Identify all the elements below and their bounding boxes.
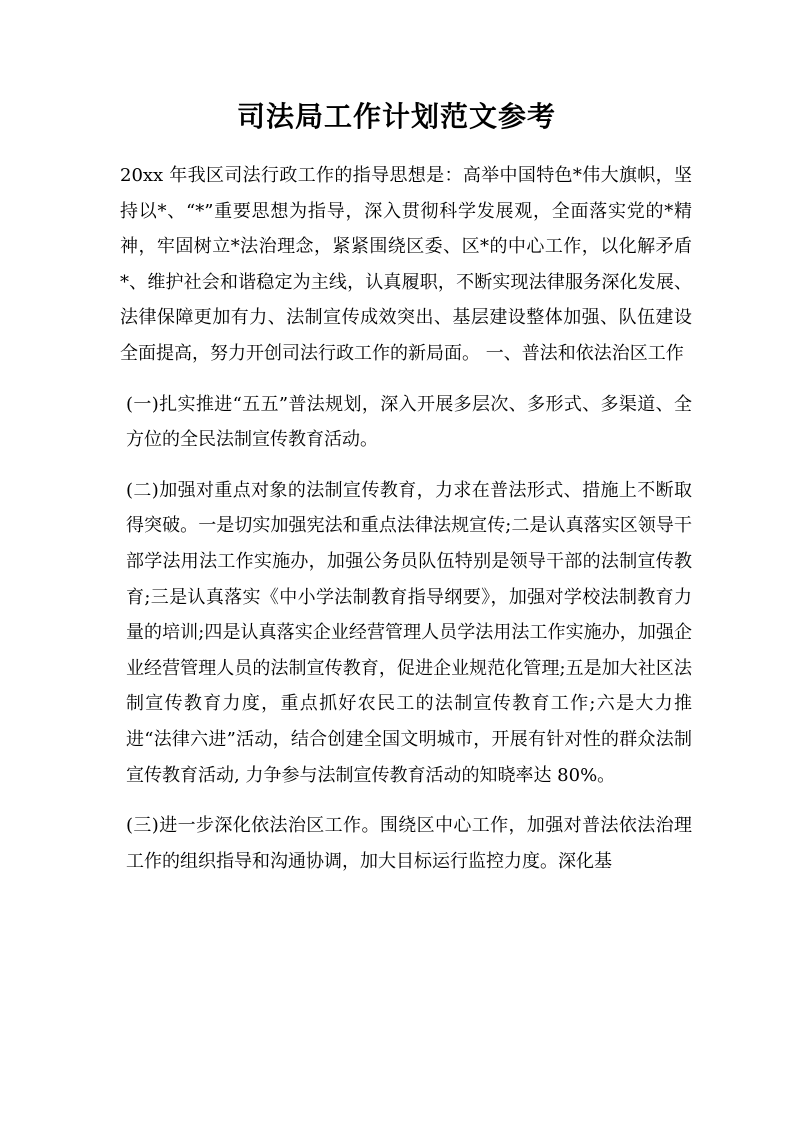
document-title: 司法局工作计划范文参考: [236, 100, 556, 133]
document-body: [120, 158, 692, 879]
paragraph-item-1: (一)扎实推进“五五”普法规划，深入开展多层次、多形式、多渠道、全方位的全民法制宣传教育活动。: [126, 393, 692, 451]
paragraph-guiding-ideology: 20xx 年我区司法行政工作的指导思想是：高举中国特色*伟大旗帜，坚持以*、“*”重要思想为指导，深入贯彻科学发展观，全面落实党的*精神，牢固树立*法治理念，紧紧围绕区委、区*的中心工作，以化解矛盾*、维护社会和谐稳定为主线，认真履职，不断实现法律服务深化发展、法律保障更加有力、法制宣传成效突出、基层建设整体加强、队伍建设全面提高，努力开创司法行政工作的新局面。 一、普法和依法治区工作: [120, 165, 692, 364]
paragraph-item-2: (二)加强对重点对象的法制宣传教育，力求在普法形式、措施上不断取得突破。一是切实加强宪法和重点法律法规宣传;二是认真落实区领导干部学法用法工作实施办，加强公务员队伍特别是领导干部的法制宣传教育;三是认真落实《中小学法制教育指导纲要》，加强对学校法制教育力量的培训;四是认真落实企业经营管理人员学法用法工作实施办，加强企业经营管理人员的法制宣传教育，促进企业规范化管理;五是加大社区法制宣传教育力度，重点抓好农民工的法制宣传教育工作;六是大力推进“法律六进”活动，结合创建全国文明城市，开展有针对性的群众法制宣传教育活动, 力争参与法制宣传教育活动的知晓率达 80%。: [126, 479, 692, 786]
paragraph-item-3: (三)进一步深化依法治区工作。围绕区中心工作，加强对普法依法治理工作的组织指导和沟通协调，加大目标运行监控力度。深化基: [126, 815, 692, 872]
